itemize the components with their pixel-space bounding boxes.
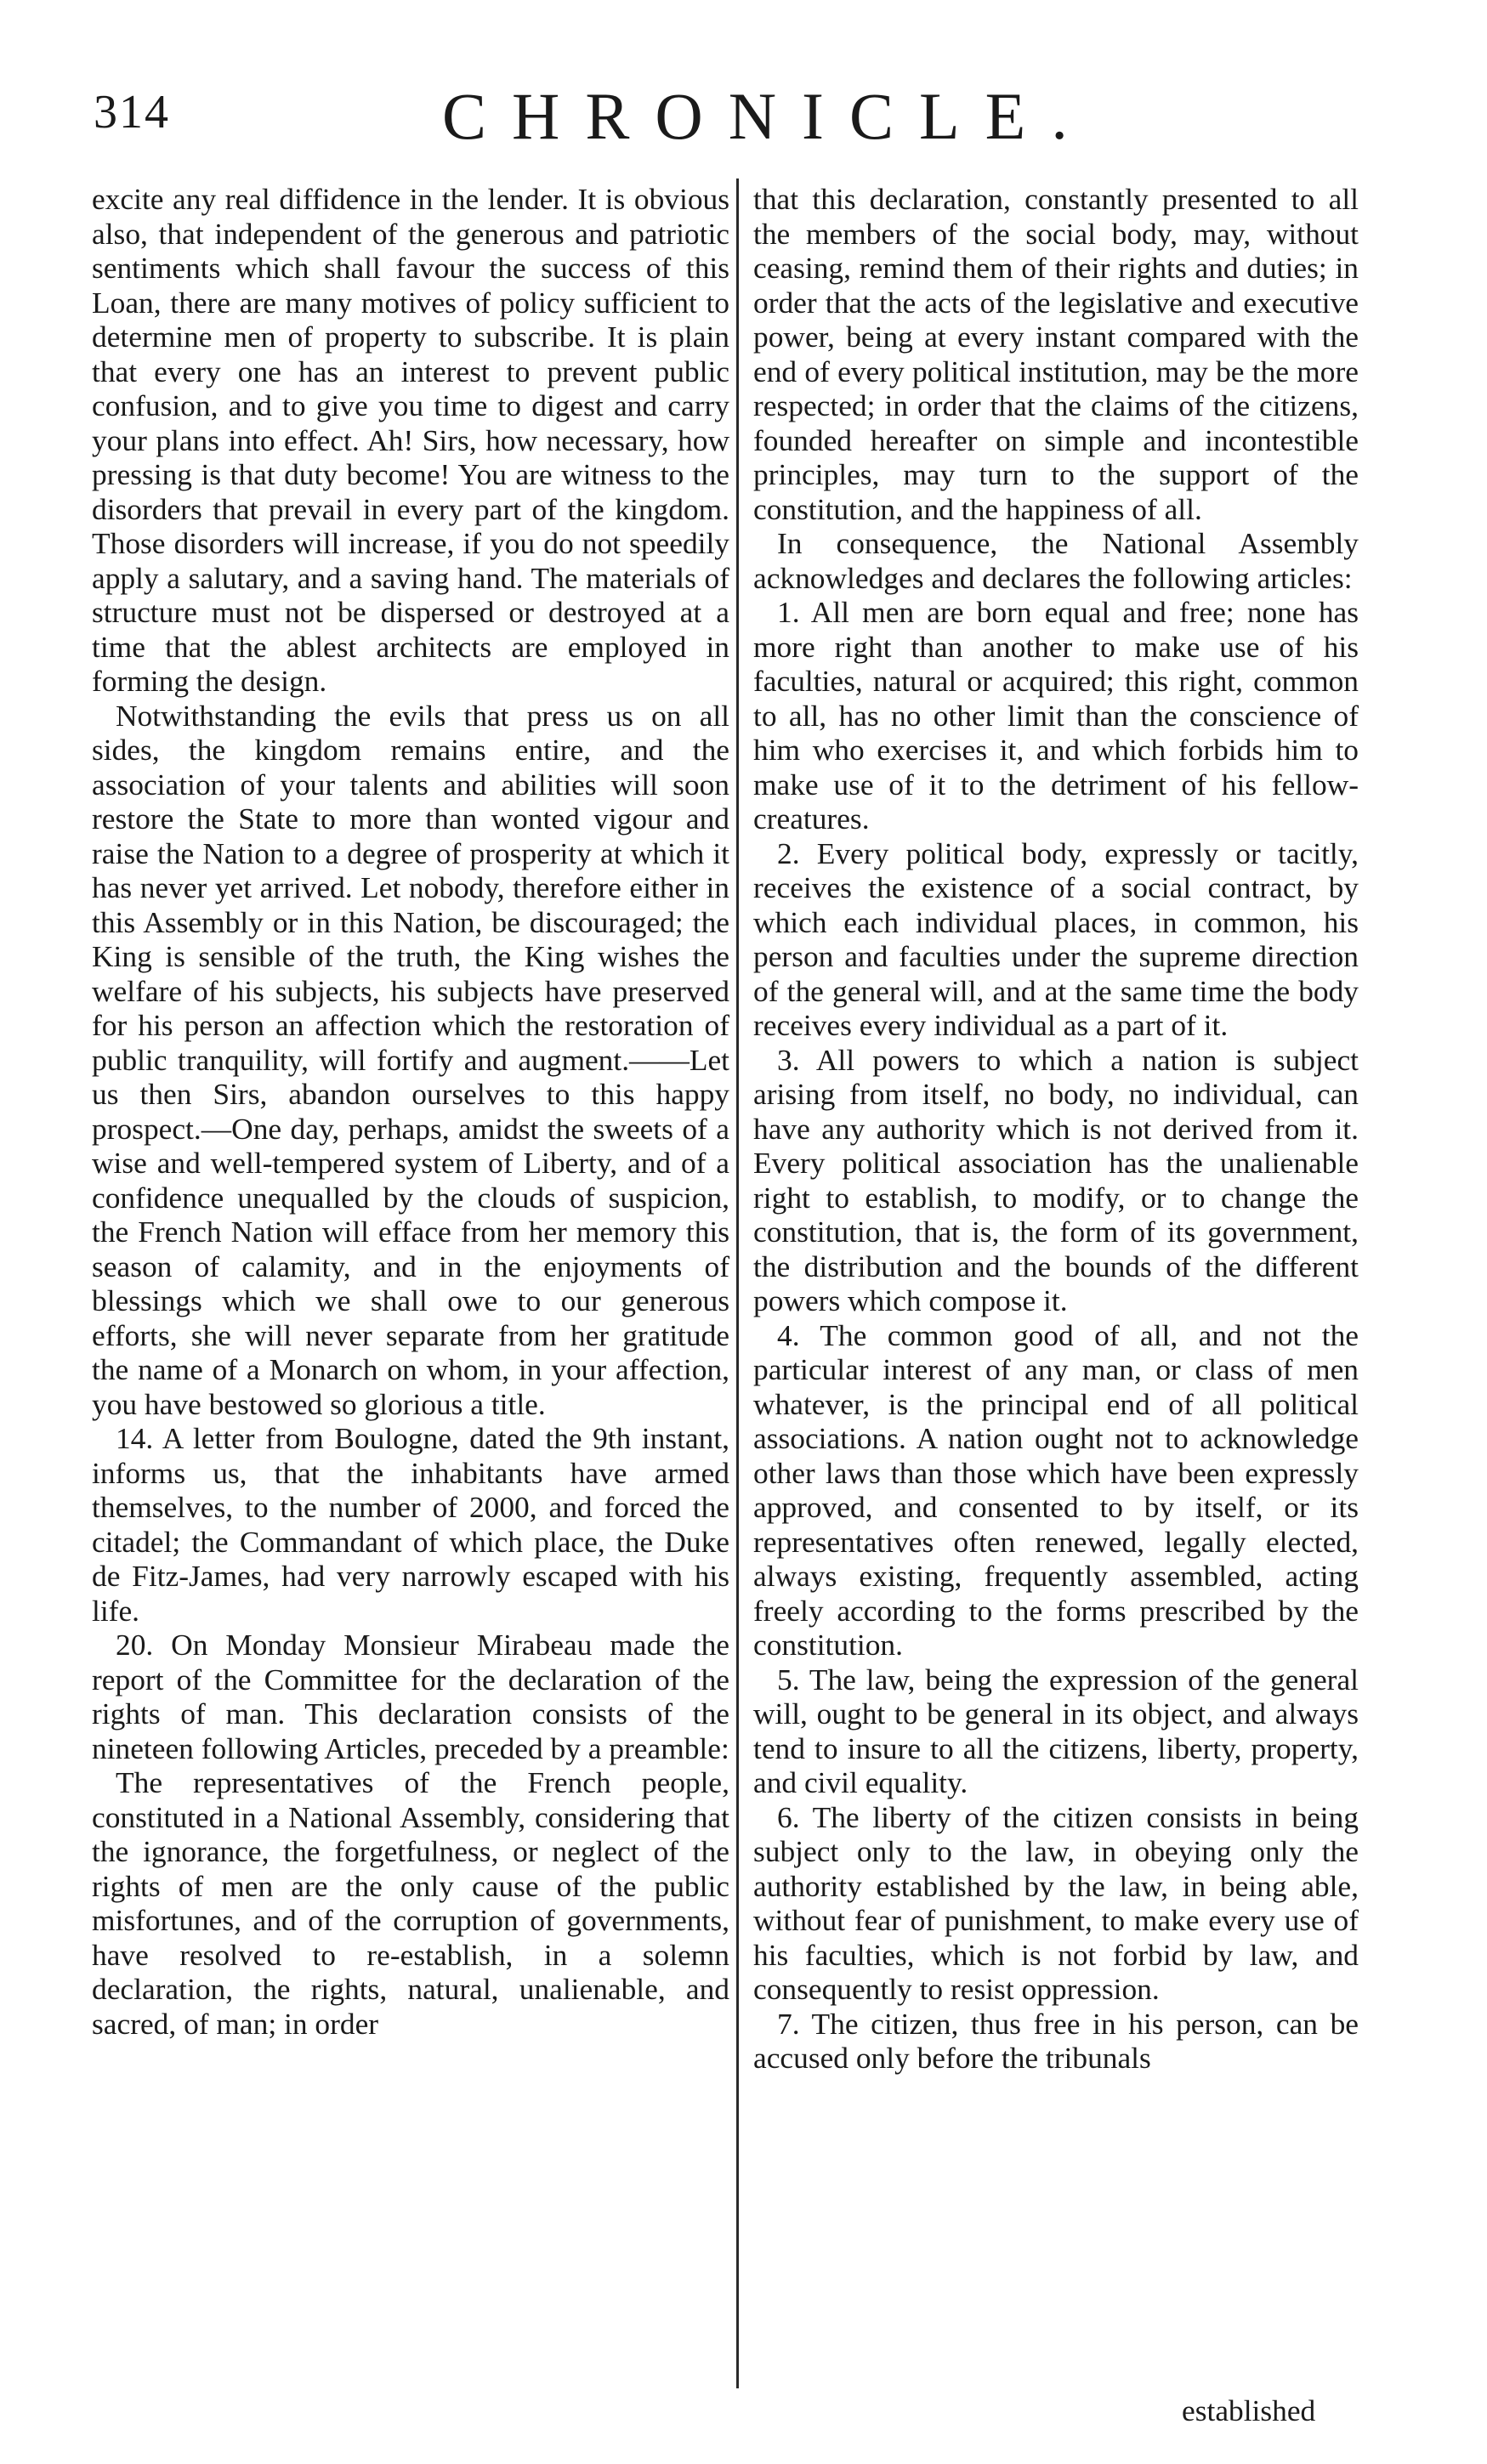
paragraph: The representatives of the French people, constituted in a National Assembly, considering that the ignorance, the forgetfulness, or neglect of the rights of men are the only cause of the public misfortunes, and of the corruption of governments, have resolved to re-establish, in a solemn declaration, the rights, natural, unalienable, and sacred, of man; in order: [92, 1765, 729, 2041]
paragraph: Notwithstanding the evils that press us on all sides, the kingdom remains entire, and the association of your talents and abilities will soon restore the State to more than wonted vigour and raise the Nation to a degree of prosperity at which it has never yet arrived. Let nobody, therefore either in this Assembly or in this Nation, be discouraged; the King is sensible of the truth, the King wishes the welfare of his subjects, his subjects have preserved for his person an affection which the restoration of public tranquility, will fortify and augment.——Let us then Sirs, abandon ourselves to this happy prospect.—One day, perhaps, amidst the sweets of a wise and well-tempered system of Liberty, and of a confidence unequalled by the clouds of suspicion, the French Nation will efface from her memory this season of calamity, and in the enjoyments of blessings which we shall owe to our generous efforts, she will never separate from her gratitude the name of a Monarch on whom, in your affection, you have bestowed so glorious a title.: [92, 698, 729, 1421]
paragraph: 20. On Monday Monsieur Mirabeau made the report of the Committee for the declaration of the rights of man. This declaration consists of the nineteen following Articles, preceded by a preamble:: [92, 1628, 729, 1765]
paragraph: excite any real diffidence in the lender. It is obvious also, that independent of the generous and patriotic sentiments which shall favour the success of this Loan, there are many motives of policy sufficient to determine men of property to subscribe. It is plain that every one has an interest to prevent public confusion, and to give you time to digest and carry your plans into effect. Ah! Sirs, how necessary, how pressing is that duty become! You are witness to the disorders that prevail in every part of the kingdom. Those disorders will increase, if you do not speedily apply a salutary, and a saving hand. The materials of structure must not be dispersed or destroyed at a time that the ablest architects are employed in forming the design.: [92, 182, 729, 698]
article-3: 3. All powers to which a nation is subject arising from itself, no body, no individual, can have any authority which is not derived from it. Every political association has the unalienable right to establish, to modify, or to change the constitution, that is, the form of its government, the distribution and the bounds of the different powers which compose it.: [753, 1042, 1359, 1317]
paragraph: In consequence, the National Assembly acknowledges and declares the following articles:: [753, 526, 1359, 595]
running-title: CHRONICLE.: [442, 79, 1093, 153]
page-header: [85, 78, 1411, 155]
article-6: 6. The liberty of the citizen consists in being subject only to the law, in obeying only the authority established by the law, in being able, without fear of punishment, to make every use of his faculties, which is not forbid by law, and consequently to resist oppression.: [753, 1799, 1359, 2006]
article-7: 7. The citizen, thus free in his person, can be accused only before the tribunals: [753, 2006, 1359, 2075]
page-number: 314: [94, 86, 170, 139]
article-4: 4. The common good of all, and not the particular interest of any man, or class of men whatever, is the principal end of all political associations. A nation ought not to acknowledge other laws than those which have been expressly approved, and consented to by itself, or its representatives often renewed, legally elected, always existing, frequently assembled, acting freely according to the forms prescribed by the constitution.: [753, 1317, 1359, 1662]
article-2: 2. Every political body, expressly or tacitly, receives the existence of a social contract, by which each individual places, in common, his person and faculties under the supreme direction of the general will, and at the same time the body receives every individual as a part of it.: [753, 835, 1359, 1042]
paragraph: 14. A letter from Boulogne, dated the 9th instant, informs us, that the inhabitants have armed themselves, to the number of 2000, and forced the citadel; the Commandant of which place, the Duke de Fitz-James, had very narrowly escaped with his life.: [92, 1421, 729, 1628]
article-1: 1. All men are born equal and free; none has more right than another to make use of his faculties, natural or acquired; this right, common to all, has no other limit than the conscience of him who exercises it, and which forbids him to make use of it to the detriment of his fellow-creatures.: [753, 595, 1359, 835]
left-column: [92, 182, 729, 2041]
right-column: [753, 182, 1359, 2076]
article-5: 5. The law, being the expression of the general will, ought to be general in its object, and always tend to insure to all the citizens, liberty, property, and civil equality.: [753, 1662, 1359, 1799]
catchword: established: [1182, 2393, 1316, 2427]
paragraph: that this declaration, constantly presented to all the members of the social body, may, without ceasing, remind them of their rights and duties; in order that the acts of the legislative and executive power, being at every instant compared with the end of every political institution, may be the more respected; in order that the claims of the citizens, founded hereafter on simple and incontestible principles, may turn to the support of the constitution, and the happiness of all.: [753, 182, 1359, 526]
column-divider: [736, 178, 739, 2388]
